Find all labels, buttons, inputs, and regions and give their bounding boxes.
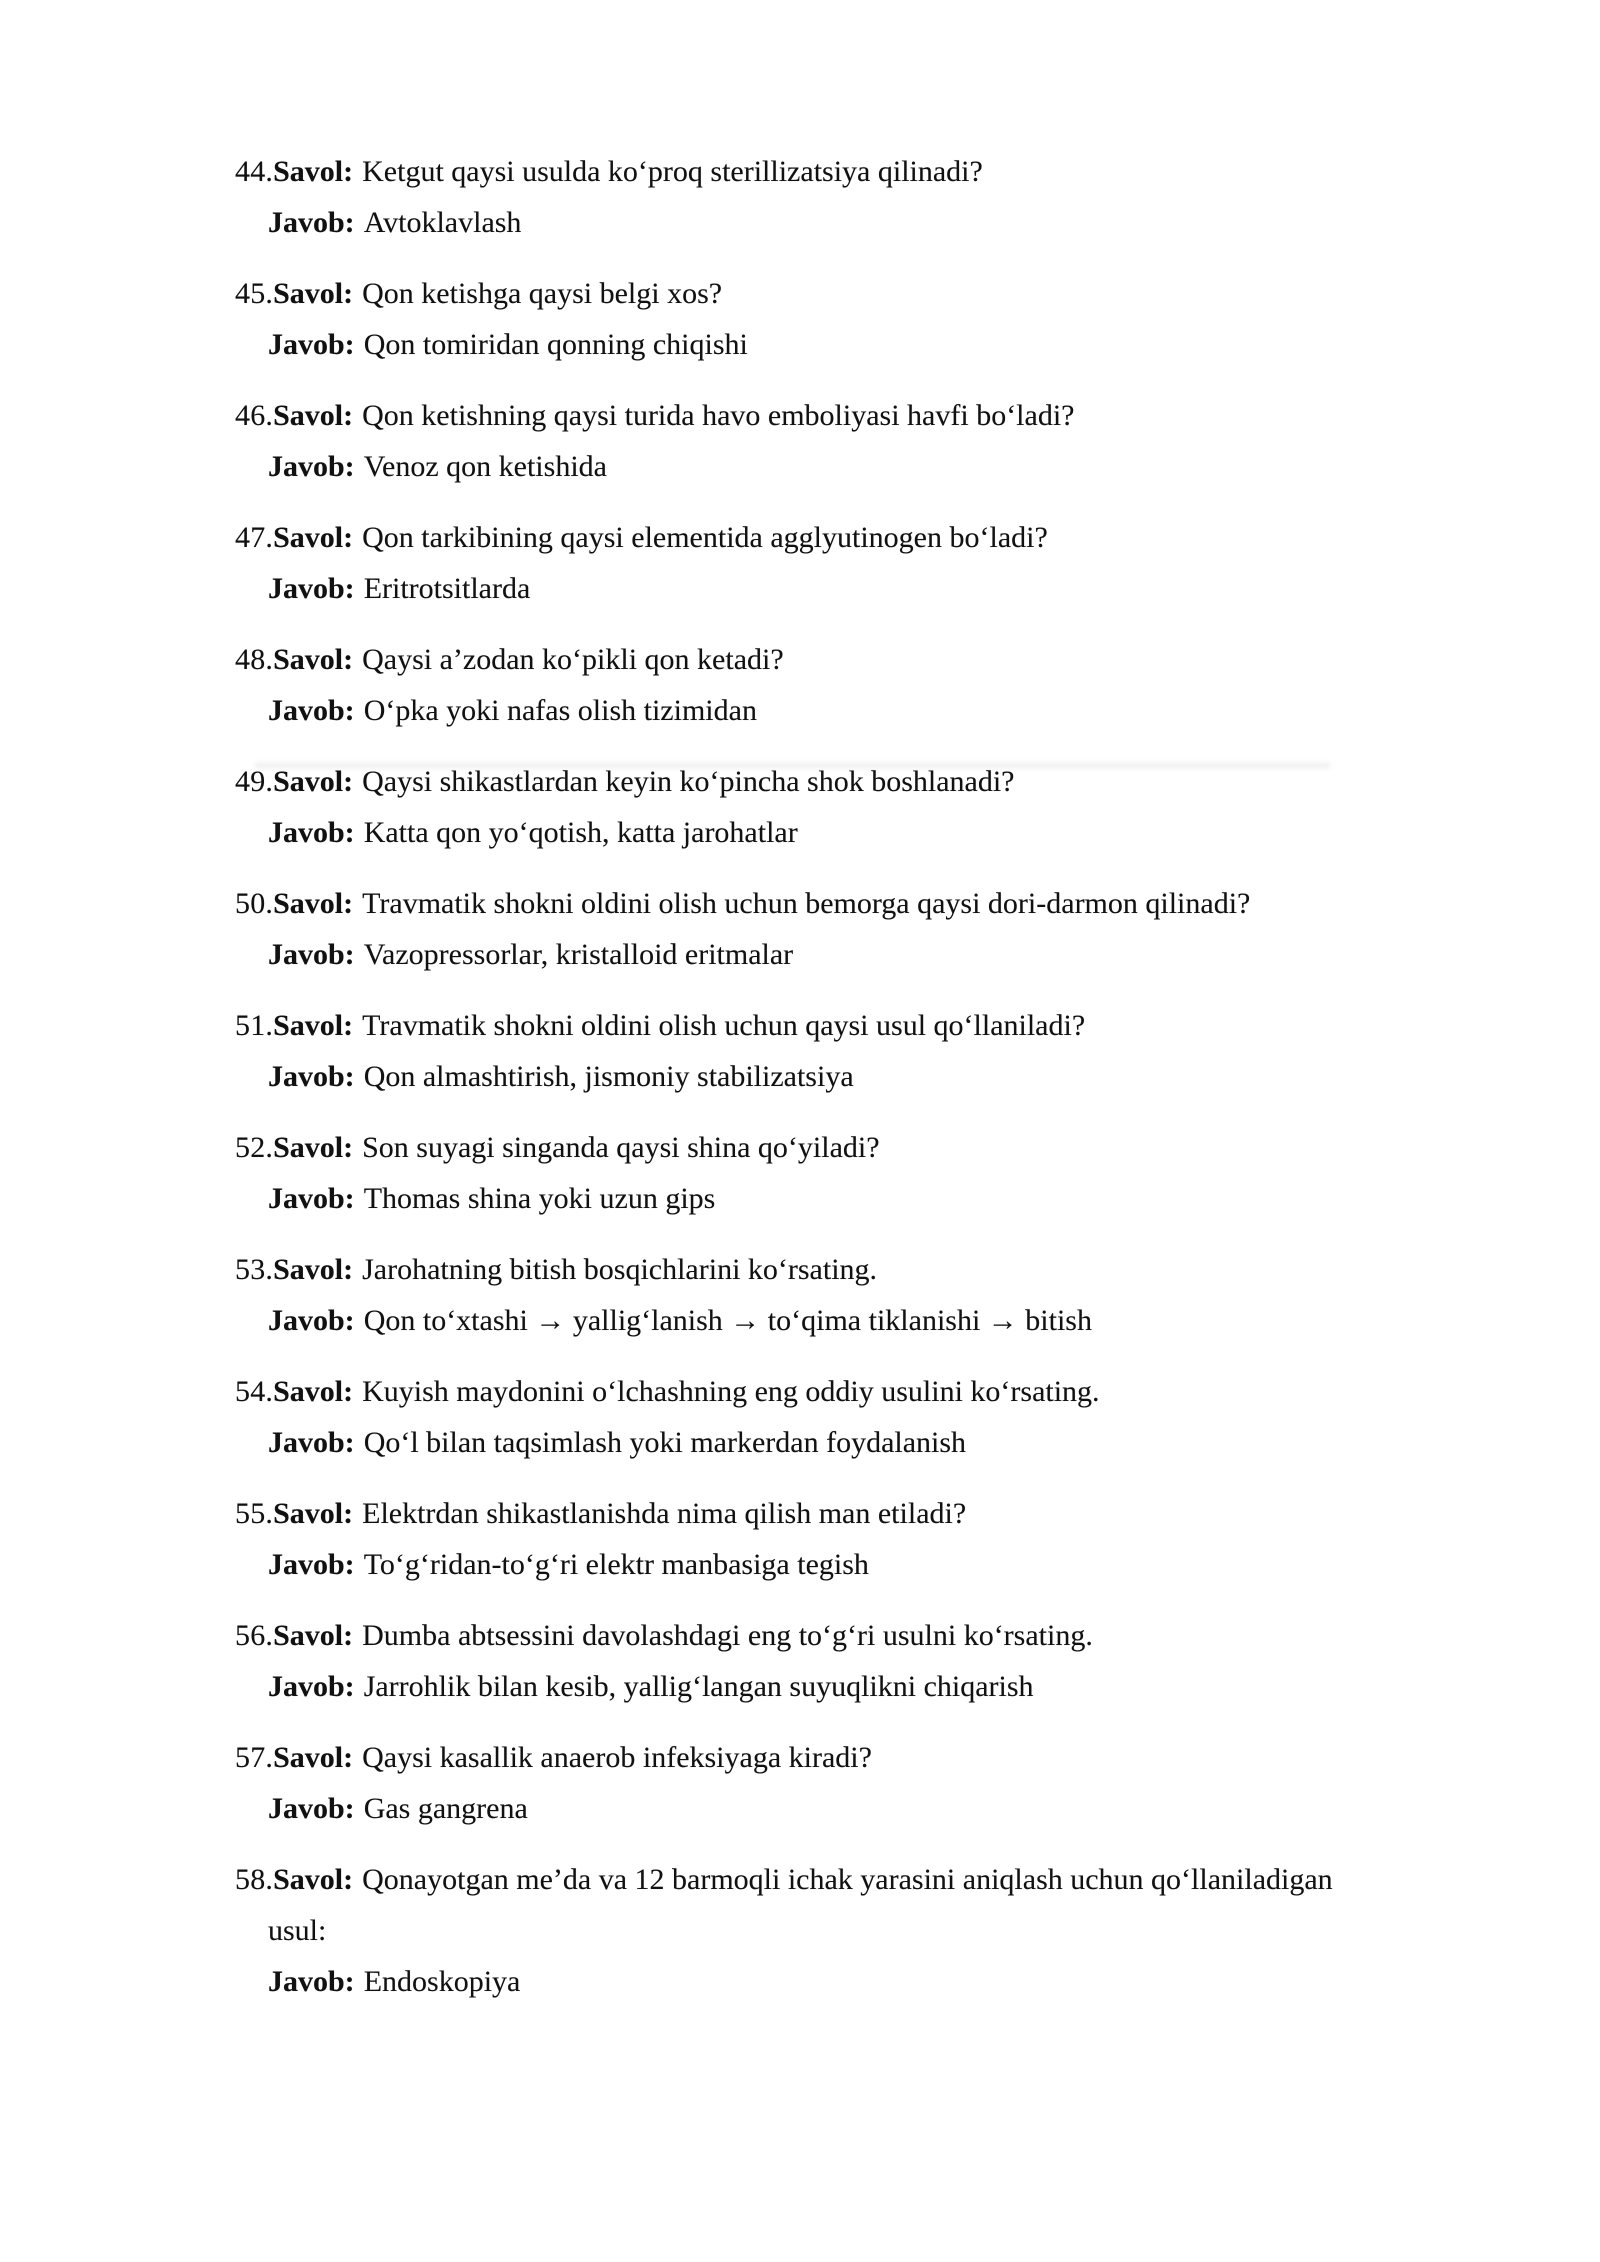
question-text: Qaysi shikastlardan keyin ko‘pincha shok boshlanadi? [362, 765, 1015, 798]
question-label: Savol: [273, 521, 354, 554]
answer-line [235, 685, 1385, 736]
answer-label: Javob: [268, 1792, 355, 1825]
answer-label: Javob: [268, 572, 355, 605]
answer-text: Gas gangrena [363, 1792, 528, 1825]
question-text: Qon ketishga qaysi belgi xos? [362, 277, 723, 310]
answer-line [235, 1539, 1385, 1590]
question-text: Dumba abtsessini davolashdagi eng to‘g‘ri usulni ko‘rsating. [362, 1619, 1093, 1652]
question-text: Son suyagi singanda qaysi shina qo‘yiladi? [362, 1131, 880, 1164]
question-line [235, 268, 1385, 319]
answer-line [235, 441, 1385, 492]
answer-line [235, 1956, 1385, 2007]
answer-label: Javob: [268, 1182, 355, 1215]
qa-item [235, 1732, 1385, 1834]
item-number: 56. [235, 1619, 274, 1652]
answer-line [235, 929, 1385, 980]
answer-text: Katta qon yo‘qotish, katta jarohatlar [363, 816, 798, 849]
answer-label: Javob: [268, 206, 355, 239]
answer-text: Vazopressorlar, kristalloid eritmalar [363, 938, 794, 971]
item-number: 53. [235, 1253, 274, 1286]
question-label: Savol: [273, 155, 354, 188]
qa-item [235, 878, 1385, 980]
question-line [235, 1854, 1385, 1956]
question-line [235, 1366, 1385, 1417]
answer-text: To‘g‘ridan-to‘g‘ri elektr manbasiga tegish [363, 1548, 869, 1581]
question-line [235, 878, 1385, 929]
question-line [235, 1244, 1385, 1295]
question-label: Savol: [273, 399, 354, 432]
question-text: Qaysi a’zodan ko‘pikli qon ketadi? [362, 643, 784, 676]
answer-label: Javob: [268, 1965, 355, 1998]
question-label: Savol: [273, 1131, 354, 1164]
answer-text: Thomas shina yoki uzun gips [363, 1182, 716, 1215]
answer-label: Javob: [268, 938, 355, 971]
answer-line [235, 319, 1385, 370]
answer-text: Endoskopiya [363, 1965, 521, 1998]
question-text: Travmatik shokni oldini olish uchun bemorga qaysi dori-darmon qilinadi? [362, 887, 1251, 920]
question-label: Savol: [273, 1863, 354, 1896]
answer-text: O‘pka yoki nafas olish tizimidan [363, 694, 757, 727]
qa-item [235, 512, 1385, 614]
answer-label: Javob: [268, 1426, 355, 1459]
answer-label: Javob: [268, 328, 355, 361]
question-line [235, 756, 1385, 807]
question-line [235, 1122, 1385, 1173]
answer-line [235, 1661, 1385, 1712]
item-number: 52. [235, 1131, 274, 1164]
answer-text: Avtoklavlash [363, 206, 522, 239]
question-line [235, 512, 1385, 563]
answer-label: Javob: [268, 1670, 355, 1703]
question-label: Savol: [273, 1375, 354, 1408]
answer-text: Qon almashtirish, jismoniy stabilizatsiya [363, 1060, 854, 1093]
question-text: Qonayotgan me’da va 12 barmoqli ichak yarasini aniqlash uchun qo‘llaniladigan usul: [268, 1863, 1333, 1947]
answer-line [235, 1783, 1385, 1834]
qa-item [235, 634, 1385, 736]
answer-line [235, 1051, 1385, 1102]
question-text: Kuyish maydonini o‘lchashning eng oddiy usulini ko‘rsating. [362, 1375, 1100, 1408]
question-label: Savol: [273, 1009, 354, 1042]
answer-line [235, 807, 1385, 858]
item-number: 44. [235, 155, 274, 188]
qa-item [235, 1610, 1385, 1712]
question-text: Qaysi kasallik anaerob infeksiyaga kiradi? [362, 1741, 872, 1774]
question-text: Ketgut qaysi usulda ko‘proq sterillizatsiya qilinadi? [362, 155, 983, 188]
qa-list [235, 146, 1385, 2027]
answer-line [235, 197, 1385, 248]
question-text: Qon tarkibining qaysi elementida agglyutinogen bo‘ladi? [362, 521, 1048, 554]
answer-text: Qon tomiridan qonning chiqishi [363, 328, 748, 361]
answer-line [235, 563, 1385, 614]
item-number: 45. [235, 277, 274, 310]
qa-item [235, 146, 1385, 248]
item-number: 46. [235, 399, 274, 432]
question-line [235, 634, 1385, 685]
question-label: Savol: [273, 1619, 354, 1652]
answer-label: Javob: [268, 450, 355, 483]
qa-item [235, 1366, 1385, 1468]
answer-label: Javob: [268, 1060, 355, 1093]
question-line [235, 1000, 1385, 1051]
answer-line [235, 1417, 1385, 1468]
item-number: 57. [235, 1741, 274, 1774]
answer-line [235, 1173, 1385, 1224]
question-line [235, 1488, 1385, 1539]
question-text: Elektrdan shikastlanishda nima qilish man etiladi? [362, 1497, 967, 1530]
qa-item [235, 1854, 1385, 2007]
question-text: Qon ketishning qaysi turida havo emboliyasi havfi bo‘ladi? [362, 399, 1075, 432]
qa-item [235, 1000, 1385, 1102]
item-number: 47. [235, 521, 274, 554]
answer-label: Javob: [268, 1548, 355, 1581]
question-label: Savol: [273, 765, 354, 798]
qa-item [235, 268, 1385, 370]
qa-item [235, 756, 1385, 858]
question-label: Savol: [273, 277, 354, 310]
answer-label: Javob: [268, 694, 355, 727]
answer-line [235, 1295, 1385, 1346]
qa-item [235, 1122, 1385, 1224]
item-number: 49. [235, 765, 274, 798]
question-label: Savol: [273, 1253, 354, 1286]
question-line [235, 1610, 1385, 1661]
item-number: 51. [235, 1009, 274, 1042]
item-number: 50. [235, 887, 274, 920]
answer-label: Javob: [268, 1304, 355, 1337]
answer-text: Qon to‘xtashi → yallig‘lanish → to‘qima tiklanishi → bitish [363, 1304, 1092, 1337]
item-number: 58. [235, 1863, 274, 1896]
question-label: Savol: [273, 643, 354, 676]
item-number: 55. [235, 1497, 274, 1530]
answer-text: Eritrotsitlarda [363, 572, 531, 605]
question-label: Savol: [273, 1497, 354, 1530]
answer-text: Jarrohlik bilan kesib, yallig‘langan suyuqlikni chiqarish [363, 1670, 1034, 1703]
question-line [235, 146, 1385, 197]
question-text: Travmatik shokni oldini olish uchun qaysi usul qo‘llaniladi? [362, 1009, 1086, 1042]
answer-label: Javob: [268, 816, 355, 849]
question-line [235, 1732, 1385, 1783]
item-number: 54. [235, 1375, 274, 1408]
answer-text: Qo‘l bilan taqsimlash yoki markerdan foydalanish [363, 1426, 967, 1459]
question-line [235, 390, 1385, 441]
answer-text: Venoz qon ketishida [363, 450, 607, 483]
qa-item [235, 390, 1385, 492]
question-label: Savol: [273, 887, 354, 920]
qa-item [235, 1488, 1385, 1590]
question-text: Jarohatning bitish bosqichlarini ko‘rsating. [362, 1253, 878, 1286]
item-number: 48. [235, 643, 274, 676]
qa-item [235, 1244, 1385, 1346]
question-label: Savol: [273, 1741, 354, 1774]
